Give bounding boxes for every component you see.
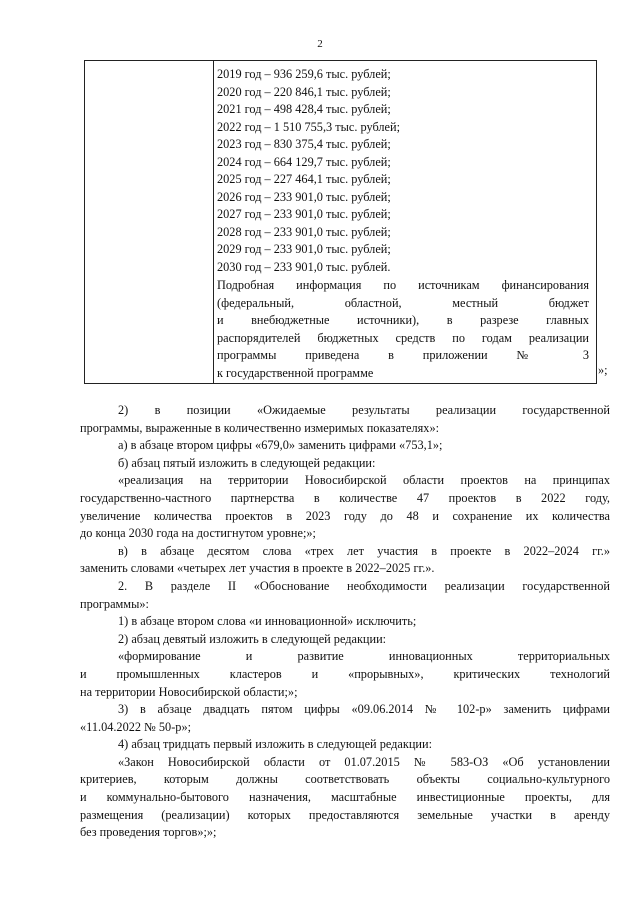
- note-line: программы приведена в приложении № 3: [217, 348, 589, 362]
- text-line: «реализация на территории Новосибирской области проектов на принципах: [118, 473, 610, 488]
- year-line: 2019 год – 936 259,6 тыс. рублей;: [217, 67, 391, 81]
- text-line: заменить словами «четырех лет участия в проекте в 2022–2025 гг.».: [80, 561, 435, 576]
- paragraph: [80, 472, 610, 542]
- paragraph: [80, 543, 610, 578]
- year-line: 2024 год – 664 129,7 тыс. рублей;: [217, 154, 391, 169]
- year-line: 2027 год – 233 901,0 тыс. рублей;: [217, 207, 391, 221]
- financing-table: [84, 60, 612, 384]
- text-line: до конца 2030 года на достигнутом уровне;»;: [80, 526, 316, 541]
- text-line: критериев, которым должны соответствовать объекты социально-культурного: [80, 772, 610, 787]
- year-line: 2026 год – 233 901,0 тыс. рублей;: [217, 189, 391, 204]
- closing-quote-mark: »;: [598, 363, 608, 377]
- paragraph: [80, 402, 610, 437]
- paragraph: [80, 701, 610, 736]
- text-line: и коммунально-бытового назначения, масштабные инвестиционные проекты, для: [80, 790, 610, 805]
- paragraph: [80, 736, 610, 754]
- year-line: 2023 год – 830 375,4 тыс. рублей;: [217, 137, 391, 151]
- text-line: «11.04.2022 № 50-р»;: [80, 719, 192, 734]
- table-right-cell: [213, 60, 597, 384]
- paragraph: [80, 437, 610, 455]
- note-line: (федеральный, областной, местный бюджет: [217, 295, 589, 310]
- text-line: «Закон Новосибирской области от 01.07.2015 № 583-ОЗ «Об установлении: [118, 754, 610, 769]
- text-line: б) абзац пятый изложить в следующей редакции:: [118, 455, 376, 470]
- text-line: программы, выраженные в количественно измеримых показателях»:: [80, 420, 440, 435]
- year-line: 2020 год – 220 846,1 тыс. рублей;: [217, 84, 391, 99]
- text-line: без проведения торгов»;»;: [80, 825, 217, 840]
- year-line: 2028 год – 233 901,0 тыс. рублей;: [217, 224, 391, 239]
- text-line: государственно-частного партнерства в количестве 47 проектов в 2022 году,: [80, 490, 610, 505]
- year-line: 2021 год – 498 428,4 тыс. рублей;: [217, 102, 391, 116]
- text-line: размещения (реализации) которых предоставляются земельные участки в аренду: [80, 807, 610, 822]
- text-line: 2) в позиции «Ожидаемые результаты реализации государственной: [118, 403, 610, 417]
- paragraph: [80, 631, 610, 649]
- note-line: распорядителей бюджетных средств по годам реализации: [217, 330, 589, 345]
- page-number: 2: [317, 38, 323, 50]
- text-line: 4) абзац тридцать первый изложить в следующей редакции:: [118, 737, 432, 752]
- text-line: на территории Новосибирской области;»;: [80, 684, 298, 699]
- paragraph: [80, 754, 610, 842]
- year-line: 2029 год – 233 901,0 тыс. рублей;: [217, 242, 391, 256]
- note-line: к государственной программе: [217, 365, 374, 380]
- table-left-cell: [84, 60, 214, 384]
- text-line: 1) в абзаце втором слова «и инновационной» исключить;: [118, 614, 417, 629]
- note-line: Подробная информация по источникам финансирования: [217, 278, 589, 292]
- text-line: 2) абзац девятый изложить в следующей редакции:: [118, 631, 387, 646]
- document-body: [80, 402, 610, 842]
- year-line: 2030 год – 233 901,0 тыс. рублей.: [217, 259, 391, 274]
- financing-details-note: [217, 277, 589, 382]
- year-line: 2025 год – 227 464,1 тыс. рублей;: [217, 172, 391, 186]
- paragraph: [80, 648, 610, 701]
- text-line: а) в абзаце втором цифры «679,0» заменить цифрами «753,1»;: [118, 438, 443, 453]
- text-line: «формирование и развитие инновационных территориальных: [118, 649, 610, 664]
- text-line: программы»:: [80, 596, 149, 611]
- yearly-financing-list: [217, 66, 589, 276]
- paragraph: [80, 578, 610, 613]
- text-line: увеличение количества проектов в 2023 году до 48 и сохранение их количества: [80, 508, 610, 523]
- note-line: и внебюджетные источники), в разрезе главных: [217, 313, 589, 327]
- text-line: 2. В разделе II «Обоснование необходимости реализации государственной: [118, 578, 610, 593]
- text-line: в) в абзаце десятом слова «трех лет участия в проекте в 2022–2024 гг.»: [118, 543, 610, 558]
- text-line: и промышленных кластеров и «прорывных», критических технологий: [80, 666, 610, 681]
- paragraph: [80, 455, 610, 473]
- year-line: 2022 год – 1 510 755,3 тыс. рублей;: [217, 119, 400, 134]
- paragraph: [80, 613, 610, 631]
- text-line: 3) в абзаце двадцать пятом цифры «09.06.2014 № 102-р» заменить цифрами: [118, 702, 610, 717]
